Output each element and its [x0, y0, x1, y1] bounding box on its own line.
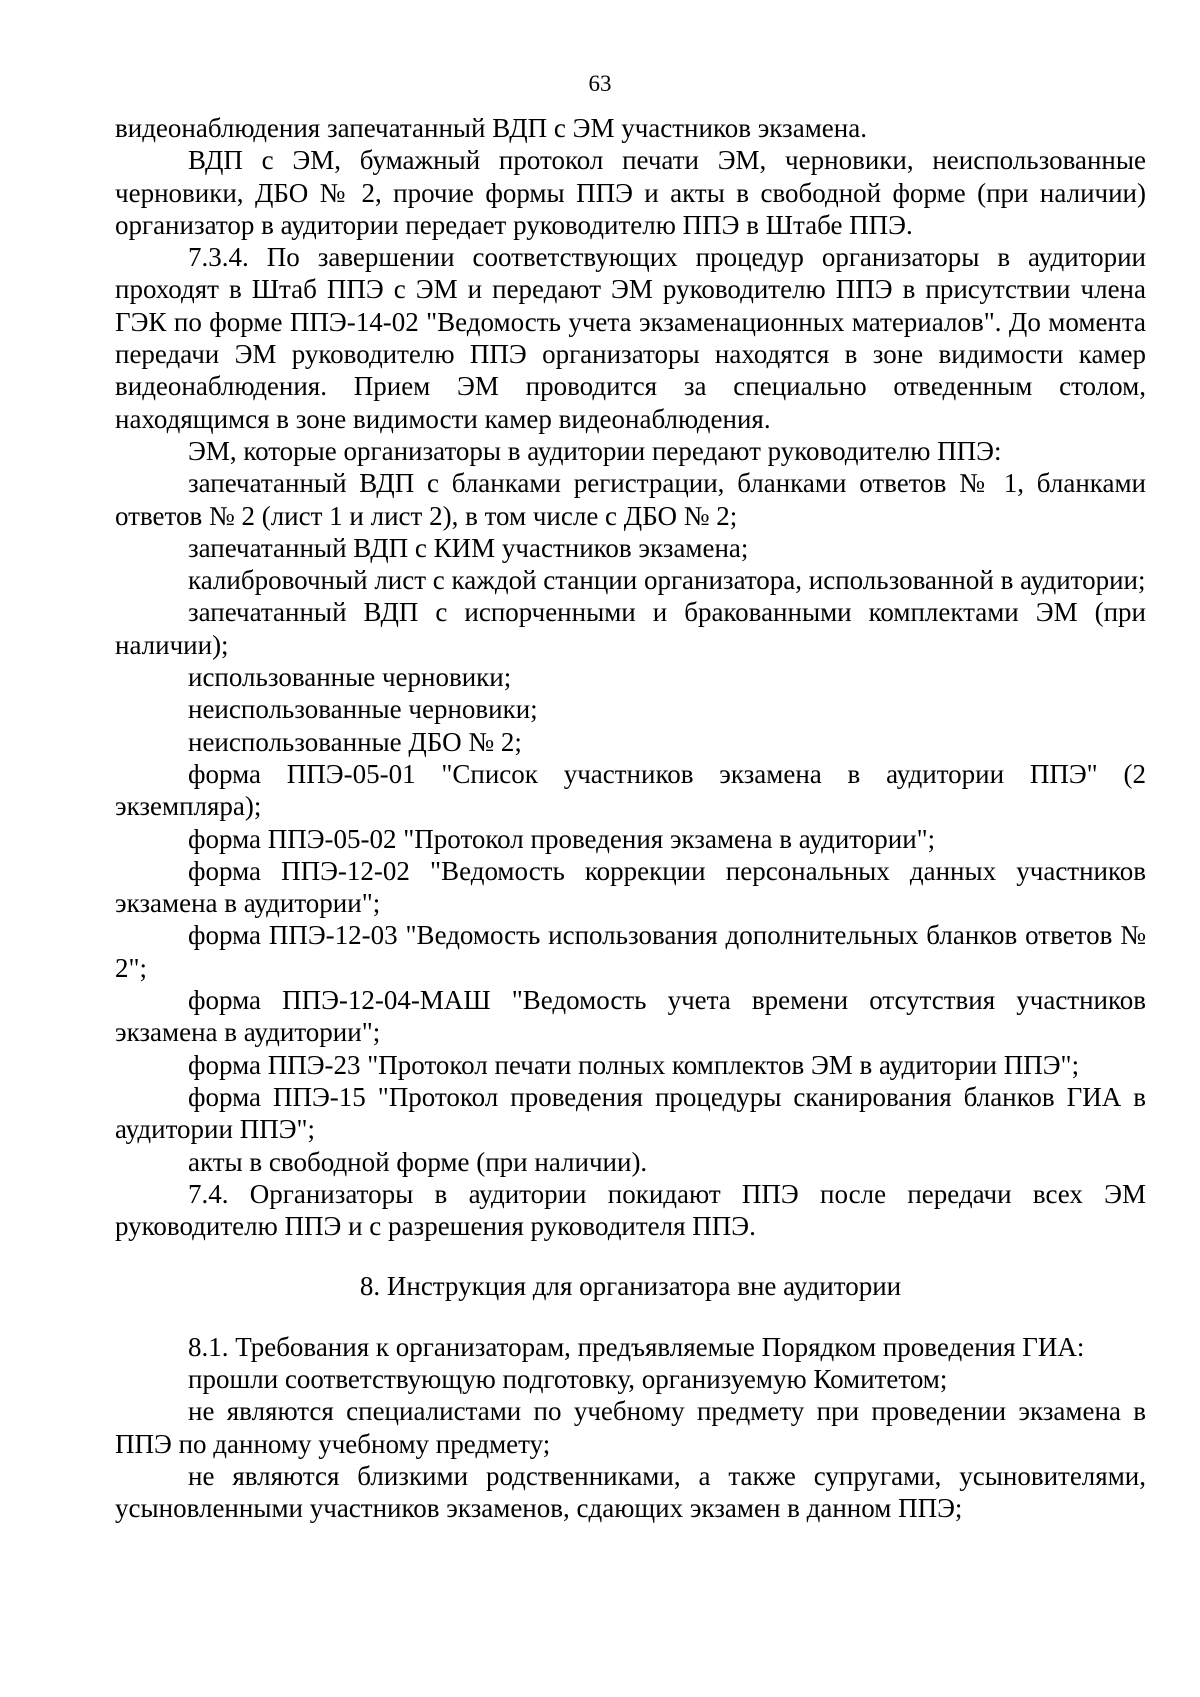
paragraph: видеонаблюдения запечатанный ВДП с ЭМ участников экзамена.	[115, 113, 867, 143]
paragraph: 7.3.4. По завершении соответствующих процедур организаторы в аудитории проходят в Штаб ППЭ с ЭМ и передают ЭМ руководителю ППЭ в присутствии члена ГЭК по форме ППЭ-14-02 "Ведомость учета экзаменационных материалов". До момента передачи ЭМ руководителю ППЭ организаторы находятся в зоне видимости камер видеонаблюдения. Прием ЭМ проводится за специально отведенным столом, находящимся в зоне видимости камер видеонаблюдения.	[115, 242, 1146, 434]
paragraph: форма ППЭ-12-03 "Ведомость использования дополнительных бланков ответов № 2";	[115, 920, 1146, 983]
paragraph: форма ППЭ-23 "Протокол печати полных комплектов ЭМ в аудитории ППЭ";	[188, 1049, 1080, 1080]
paragraph: использованные черновики;	[188, 662, 512, 693]
paragraph: форма ППЭ-15 "Протокол проведения процедуры сканирования бланков ГИА в аудитории ППЭ";	[115, 1081, 1146, 1145]
paragraph: неиспользованные ДБО № 2;	[188, 726, 522, 757]
paragraph: акты в свободной форме (при наличии).	[188, 1146, 648, 1177]
paragraph: неиспользованные черновики;	[188, 694, 538, 725]
paragraph: форма ППЭ-05-01 "Список участников экзамена в аудитории ППЭ" (2 экземпляра);	[115, 758, 1146, 822]
paragraphs-after-heading	[115, 1331, 1146, 1525]
paragraph: запечатанный ВДП с бланками регистрации, бланками ответов № 1, бланками ответов № 2 (лист 1 и лист 2), в том числе с ДБО № 2;	[115, 468, 1146, 531]
paragraph: запечатанный ВДП с испорченными и бракованными комплектами ЭМ (при наличии);	[115, 597, 1146, 660]
section-heading: 8. Инструкция для организатора вне аудитории	[359, 1271, 902, 1302]
paragraph: запечатанный ВДП с КИМ участников экзамена;	[188, 532, 749, 563]
paragraph: калибровочный лист с каждой станции организатора, использованной в аудитории;	[188, 565, 1146, 596]
paragraph: форма ППЭ-12-04-МАШ "Ведомость учета времени отсутствия участников экзамена в аудитории";	[115, 985, 1146, 1048]
paragraphs-before-heading	[115, 112, 1146, 1242]
paragraph: 8.1. Требования к организаторам, предъявляемые Порядком проведения ГИА:	[188, 1331, 1085, 1362]
page-body	[115, 112, 1146, 1524]
paragraph: прошли соответствующую подготовку, организуемую Комитетом;	[188, 1363, 948, 1394]
paragraph: не являются специалистами по учебному предмету при проведении экзамена в ППЭ по данному учебному предмету;	[115, 1396, 1146, 1459]
paragraph: 7.4. Организаторы в аудитории покидают ППЭ после передачи всех ЭМ руководителю ППЭ и с разрешения руководителя ППЭ.	[115, 1178, 1146, 1242]
page-number: 63	[588, 71, 612, 96]
paragraph: ЭМ, которые организаторы в аудитории передают руководителю ППЭ:	[188, 435, 1002, 466]
paragraph: не являются близкими родственниками, а также супругами, усыновителями, усыновленными участников экзаменов, сдающих экзамен в данном ППЭ;	[115, 1460, 1146, 1524]
paragraph: форма ППЭ-05-02 "Протокол проведения экзамена в аудитории";	[188, 823, 936, 854]
paragraph: форма ППЭ-12-02 "Ведомость коррекции персональных данных участников экзамена в аудитории";	[115, 855, 1146, 919]
paragraph: ВДП с ЭМ, бумажный протокол печати ЭМ, черновики, неиспользованные черновики, ДБО № 2, прочие формы ППЭ и акты в свободной форме (при наличии) организатор в аудитории передает руководителю ППЭ в Штабе ППЭ.	[115, 145, 1146, 240]
